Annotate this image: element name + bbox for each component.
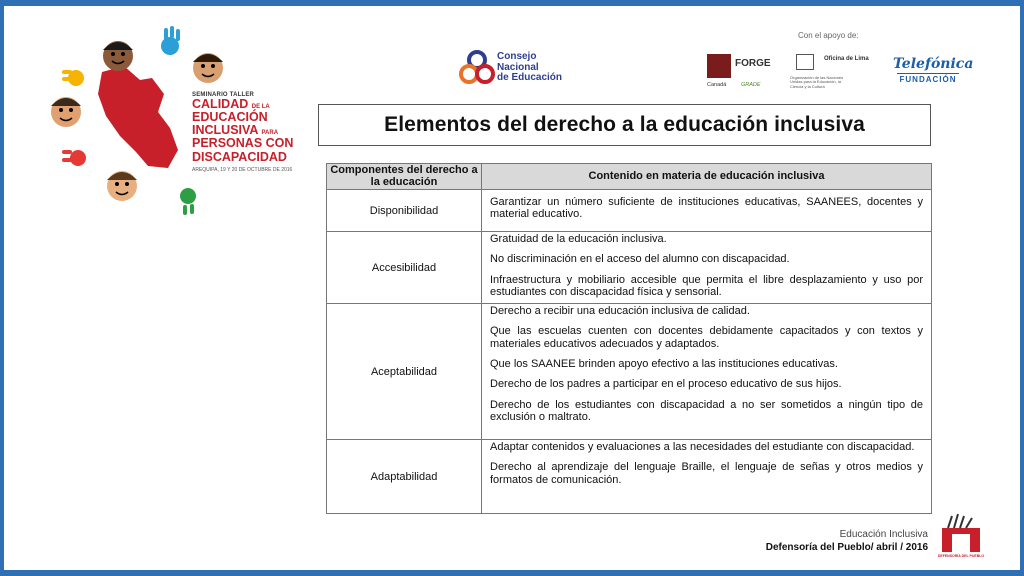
forge-grade: GRADE [741, 82, 761, 88]
frame-left-border [0, 0, 4, 576]
row-content [482, 190, 932, 232]
seminar-line-discapacidad: DISCAPACIDAD [192, 149, 287, 164]
content-item: Derecho de los padres a participar en el proceso educativo de sus hijos. [490, 378, 842, 391]
defensoria-label: DEFENSORÍA DEL PUEBLO [937, 554, 985, 558]
frame-top-border [0, 0, 1024, 6]
forge-canada: Canadá [707, 82, 727, 88]
row-component: Disponibilidad [327, 190, 482, 232]
child-face-icon [188, 46, 228, 86]
telefonica-logo [893, 56, 974, 90]
frame-right-border [1020, 0, 1024, 576]
telefonica-divider [897, 73, 959, 74]
education-rights-table [326, 163, 932, 514]
row-content [482, 440, 932, 514]
peru-map-children-icon [40, 20, 200, 220]
table-row [327, 190, 932, 232]
seminar-line-personas: PERSONAS CON [192, 136, 294, 151]
frame-bottom-border [0, 570, 1024, 576]
seminar-line-inclusiva: INCLUSIVA PARA [192, 123, 279, 138]
footer [766, 528, 928, 554]
content-item: Gratuidad de la educación inclusiva. [490, 233, 667, 245]
row-component: Adaptabilidad [327, 440, 482, 514]
forge-mark-icon [707, 54, 731, 78]
content-item: Derecho de los estudiantes con discapacidad a no ser sometidos a ningún tipo de exclusión o maltrato. [490, 398, 923, 423]
support-label: Con el apoyo de: [798, 31, 859, 40]
table-row [327, 440, 932, 514]
seminar-date: AREQUIPA, 19 Y 20 DE OCTUBRE DE 2016 [192, 166, 293, 173]
defensoria-hands-icon [938, 514, 984, 554]
row-component: Accesibilidad [327, 232, 482, 304]
content-item: Adaptar contenidos y evaluaciones a las necesidades del estudiante con discapacidad. [490, 441, 915, 453]
unesco-temple-icon [796, 54, 814, 70]
row-content [482, 232, 932, 304]
forge-logo [707, 54, 777, 90]
header-components: Componentes del derecho a la educación [327, 164, 482, 190]
seminar-line1: SEMINARIO TALLER [192, 92, 255, 98]
content-item: Derecho a recibir una educación inclusiva de calidad. [490, 305, 750, 317]
row-content [482, 304, 932, 440]
table-row [327, 232, 932, 304]
telefonica-fundacion: FUNDACIÓN [899, 75, 957, 84]
content-item: No discriminación en el acceso del alumno con discapacidad. [490, 253, 790, 266]
cne-logo [459, 48, 569, 90]
seminar-logo [40, 20, 310, 220]
slide-title-box [318, 104, 931, 146]
table-header-row [327, 164, 932, 190]
seminar-title [192, 92, 332, 173]
telefonica-name: Telefónica [893, 56, 974, 72]
content-item: Que los SAANEE brinden apoyo efectivo a las instituciones educativas. [490, 357, 838, 370]
unesco-org-name: Organización de las Naciones Unidas para la Educación, la Ciencia y la Cultura [790, 75, 844, 89]
content-item: Que las escuelas cuenten con docentes debidamente capacitados y con textos y materiales educativos adecuados y adaptados. [490, 325, 923, 350]
footer-source: Defensoría del Pueblo/ abril / 2016 [765, 542, 928, 553]
footer-topic: Educación Inclusiva [839, 529, 928, 540]
unesco-logo [790, 52, 890, 94]
cne-rings-icon [459, 50, 495, 86]
table-row [327, 304, 932, 440]
slide-title: Elementos del derecho a la educación inclusiva [384, 113, 865, 136]
seminar-line-calidad: CALIDAD DE LA [192, 97, 270, 111]
row-component: Aceptabilidad [327, 304, 482, 440]
content-item: Infraestructura y mobiliario accesible que permita el libre desplazamiento y uso por estudiantes con discapacidad física y sensorial. [490, 273, 923, 298]
header-content: Contenido en materia de educación inclusiva [482, 164, 932, 190]
content-item: Derecho al aprendizaje del lenguaje Braille, el lenguaje de señas y otros medios y formatos de comunicación. [490, 461, 923, 486]
unesco-office: Oficina de Lima [824, 56, 869, 62]
content-item: Garantizar un número suficiente de instituciones educativas, SAANEES, docentes y material educativo. [490, 196, 923, 221]
seminar-line-educacion: EDUCACIÓN [192, 110, 268, 125]
defensoria-logo [938, 514, 984, 560]
forge-name: FORGE [735, 58, 771, 69]
cne-name: Consejo Nacional de Educación [497, 51, 563, 83]
